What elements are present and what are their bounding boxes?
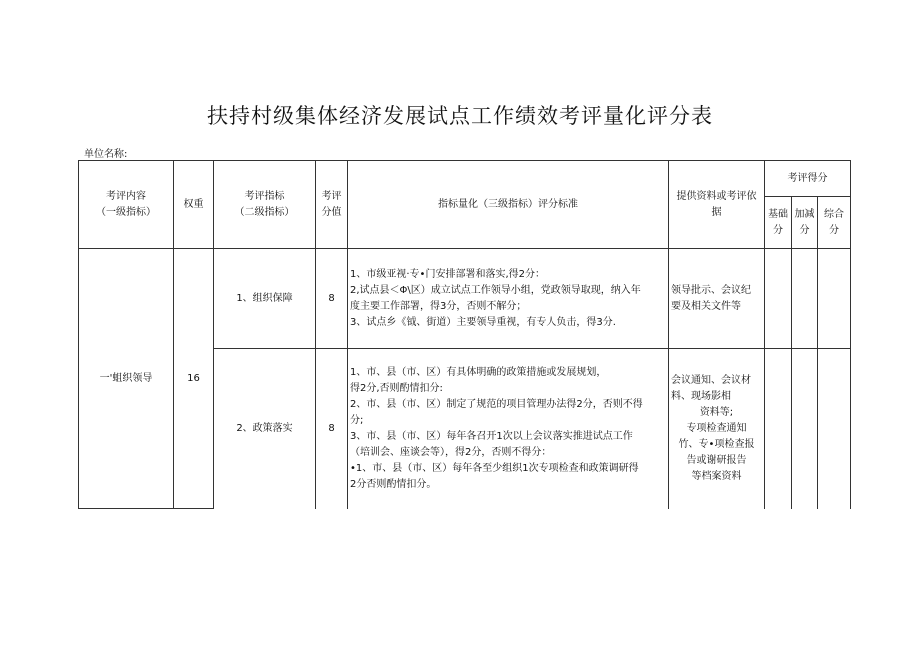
unit-name-label: 单位名称:	[84, 149, 128, 160]
header-criteria: 指标量化（三级指标）评分标准	[348, 161, 669, 249]
header-plus-minus-score: 加减 分	[792, 197, 818, 249]
table-row	[79, 249, 851, 349]
criteria-cell: 1、市、县（市、区）有具体明确的政策措施或发展规划， 得2分,否则酌情扣分: 2、市、县（市、区）制定了规范的项目管理办法得2分，否则不得 分; 3、市、县（市、区）每年各召开1次以上会议落实推进试点工作 （培训会、座谈会等），得2分，否则不得分： •1、市、县（市、区）每年各至少组织1次专项检查和政策调研得 2分否则酌情扣分。	[348, 349, 669, 509]
total-score-cell[interactable]	[818, 349, 851, 509]
plus-minus-score-cell[interactable]	[792, 249, 818, 349]
base-score-cell[interactable]	[765, 249, 792, 349]
score-cell: 8	[316, 249, 348, 349]
indicator-cell: 1、组织保障	[214, 249, 316, 349]
header-eval-score: 考评得分	[765, 161, 851, 197]
page-title: 扶持村级集体经济发展试点工作绩效考评量化评分表	[207, 104, 713, 128]
score-cell: 8	[316, 349, 348, 509]
header-base-score: 基础 分	[765, 197, 792, 249]
total-score-cell[interactable]	[818, 249, 851, 349]
score-table	[78, 160, 851, 509]
indicator-cell: 2、政策落实	[214, 349, 316, 509]
header-weight: 权重	[174, 161, 214, 249]
header-total-score: 综合 分	[818, 197, 851, 249]
criteria-cell: 1、市级亚视·专•门安排部署和落实,得2分： 2,试点县＜Φ\区）成立试点工作领导小组，党政领导取现，纳入年 度主要工作部署，得3分，否则不解分； 3、试点乡《钺、街道）主要领导重视，有专人负击，得3分.	[348, 249, 669, 349]
header-level2: 考评指标 （二级指标）	[214, 161, 316, 249]
level1-cell: 一'蛆织领导	[79, 249, 174, 509]
weight-cell: 16	[174, 249, 214, 509]
header-score-value: 考评 分值	[316, 161, 348, 249]
header-materials: 提供资料或考评依 据	[669, 161, 765, 249]
materials-cell: 会议通知、会议材 料、现场影相 资料等; 专项检查通知 竹、专•项检查报 告或谢研报告 等档案资料	[669, 349, 765, 509]
base-score-cell[interactable]	[765, 349, 792, 509]
header-row-1	[79, 161, 851, 197]
materials-cell: 领导批示、会议纪 要及相关文件等	[669, 249, 765, 349]
plus-minus-score-cell[interactable]	[792, 349, 818, 509]
header-level1: 考评内容 （一级指标）	[79, 161, 174, 249]
